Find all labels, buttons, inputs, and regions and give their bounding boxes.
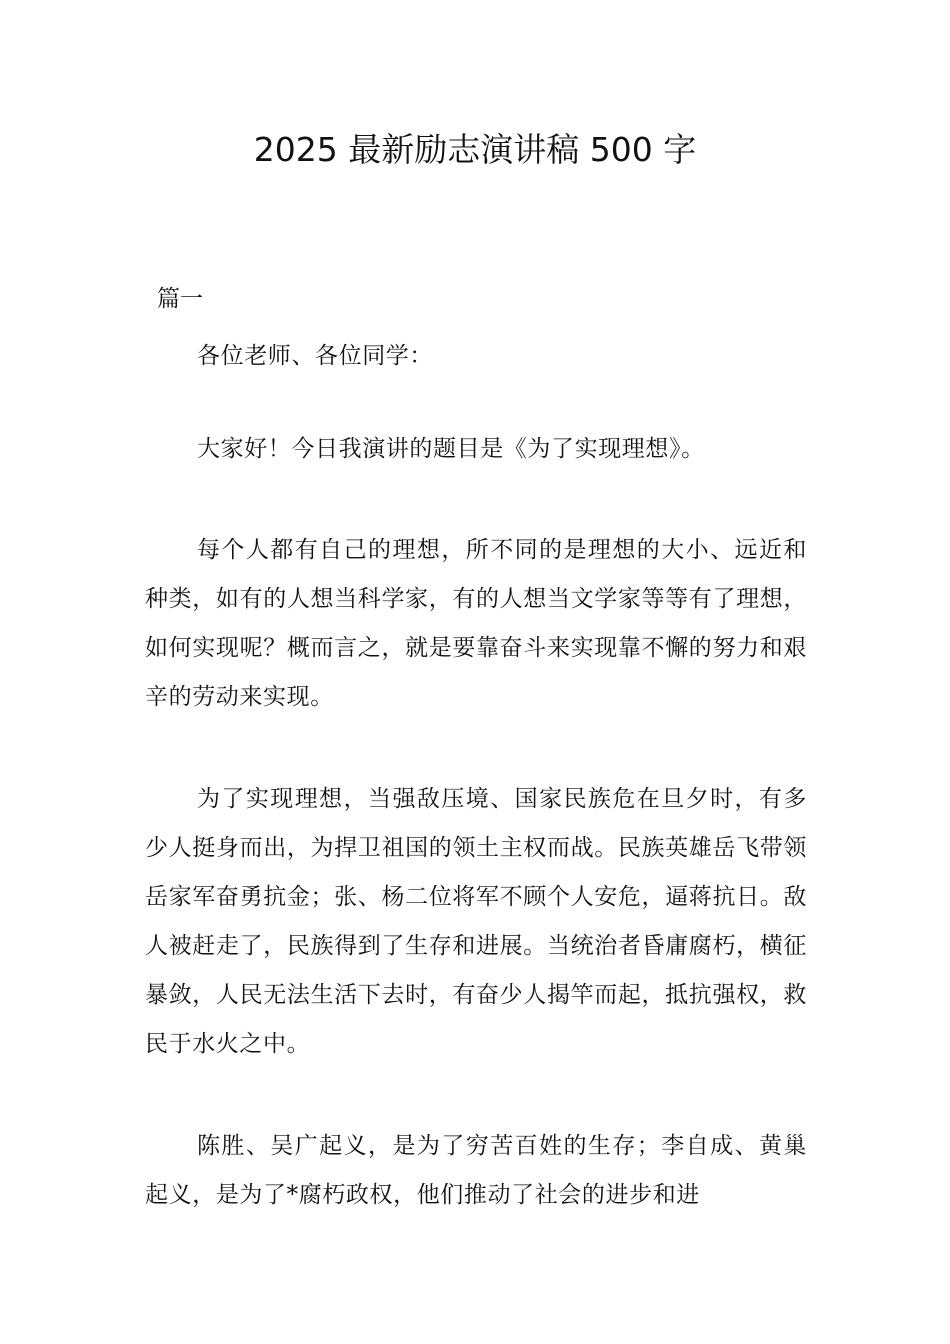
section-label: 篇一	[157, 286, 203, 312]
document-title: 2025 最新励志演讲稿 500 字	[253, 130, 697, 169]
paragraph-body-1: 每个人都有自己的理想，所不同的是理想的大小、远近和种类，如有的人想当科学家，有的人想当文学家等等有了理想，如何实现呢？概而言之，就是要靠奋斗来实现靠不懈的努力和艰辛的劳动来实现。	[145, 537, 807, 710]
paragraph-greeting: 各位老师、各位同学：	[197, 343, 433, 369]
paragraph-body-3: 陈胜、吴广起义，是为了穷苦百姓的生存；李自成、黄巢起义，是为了*腐朽政权，他们推动了社会的进步和进	[145, 1133, 807, 1208]
paragraph-intro: 大家好！今日我演讲的题目是《为了实现理想》。	[197, 436, 705, 462]
paragraph-body-2: 为了实现理想，当强敌压境、国家民族危在旦夕时，有多少人挺身而出，为捍卫祖国的领土主权而战。民族英雄岳飞带领岳家军奋勇抗金；张、杨二位将军不顾个人安危，逼蒋抗日。敌人被赶走了，民族得到了生存和进展。当统治者昏庸腐朽，横征暴敛，人民无法生活下去时，有奋少人揭竿而起，抵抗强权，救民于水火之中。	[145, 786, 807, 1057]
